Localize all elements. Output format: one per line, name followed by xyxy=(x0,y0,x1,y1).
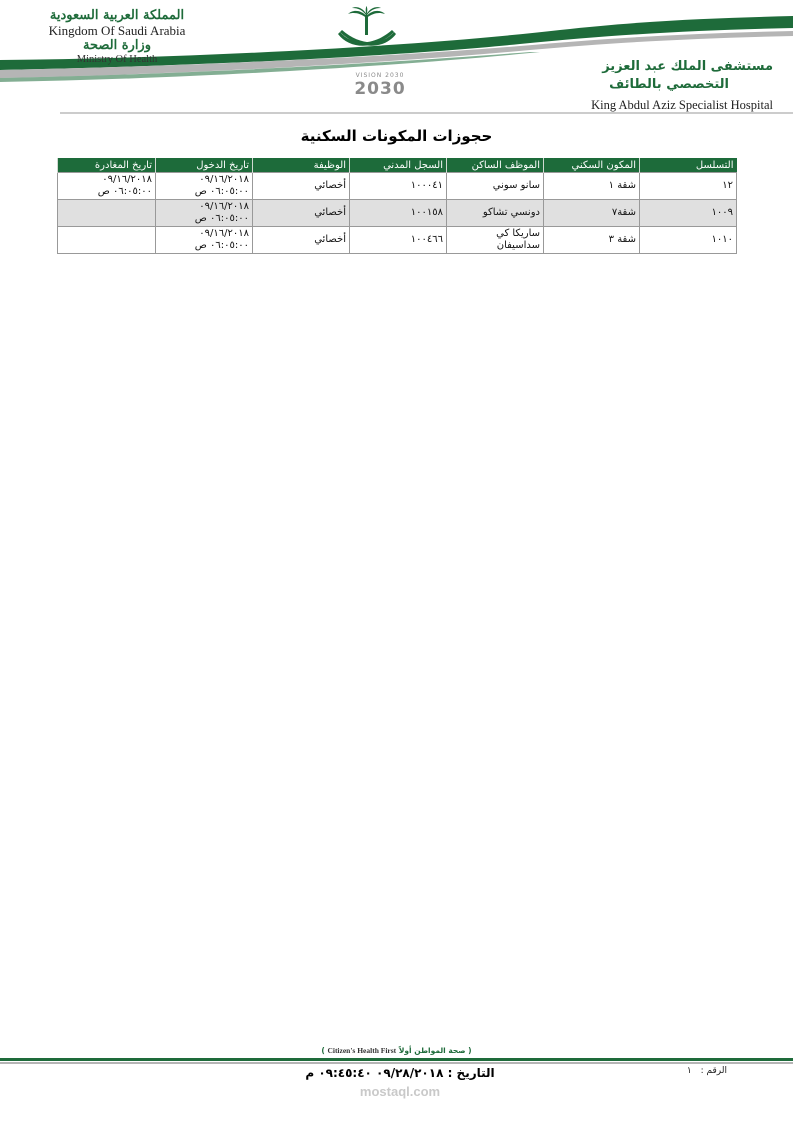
saudi-emblem-icon xyxy=(332,6,402,50)
col-header-exit-date: تاريخ المغادرة xyxy=(58,158,156,173)
cell-job: أخصائي xyxy=(253,173,350,200)
cell-unit: شقة٧ xyxy=(544,200,640,227)
report-title: حجوزات المكونات السكنية xyxy=(300,127,493,145)
table-row xyxy=(58,200,737,227)
col-header-civil-id: السجل المدني xyxy=(350,158,447,173)
ministry-name-ar: وزارة الصحة xyxy=(83,38,151,53)
print-date: التاريخ : ٠٩/٢٨/٢٠١٨ ٠٩:٤٥:٤٠ م xyxy=(305,1066,495,1080)
page-number-value: ١ xyxy=(686,1066,692,1076)
cell-entry-date: ٠٩/١٦/٢٠١٨ ٠٦:٠٥:٠٠ ص xyxy=(156,173,253,200)
col-header-entry-date: تاريخ الدخول xyxy=(156,158,253,173)
hospital-branding xyxy=(513,58,773,114)
col-header-serial: التسلسل xyxy=(640,158,737,173)
page-header xyxy=(0,0,793,116)
table-row xyxy=(58,173,737,200)
kingdom-name-en: Kingdom Of Saudi Arabia xyxy=(48,23,186,38)
cell-civil-id: ١٠٠١٥٨ xyxy=(350,200,447,227)
table-header-row xyxy=(58,158,737,173)
ministry-branding xyxy=(22,8,212,66)
cell-exit-date xyxy=(58,200,156,227)
col-header-unit: المكون السكني xyxy=(544,158,640,173)
col-header-resident: الموظف الساكن xyxy=(447,158,544,173)
hospital-name-ar-line1: مستشفى الملك عبد العزيز xyxy=(602,59,773,74)
page-number-label: الرقم : xyxy=(700,1066,727,1076)
cell-unit: شقة ٣ xyxy=(544,227,640,254)
cell-serial: ١٢ xyxy=(640,173,737,200)
cell-resident: دونسي تشاكو xyxy=(447,200,544,227)
kingdom-name-ar: المملكة العربية السعودية xyxy=(49,8,185,23)
slogan-ar: صحة المواطن أولاً xyxy=(398,1046,466,1055)
cell-job: أخصائي xyxy=(253,227,350,254)
hospital-name-en: King Abdul Aziz Specialist Hospital xyxy=(591,98,773,112)
cell-civil-id: ١٠٠٠٤١ xyxy=(350,173,447,200)
cell-entry-date: ٠٩/١٦/٢٠١٨ ٠٦:٠٥:٠٠ ص xyxy=(156,227,253,254)
table-row xyxy=(58,227,737,254)
bookings-table xyxy=(57,158,737,254)
vision-label: VISION 2030 xyxy=(355,72,405,79)
cell-serial: ١٠١٠ xyxy=(640,227,737,254)
cell-exit-date: ٠٩/١٦/٢٠١٨ ٠٦:٠٥:٠٠ ص xyxy=(58,173,156,200)
vision-2030-mark-icon xyxy=(347,79,413,97)
watermark: mostaql.com xyxy=(359,1084,441,1099)
footer-divider xyxy=(0,1058,793,1066)
hospital-name-ar-line2: التخصصي بالطائف xyxy=(609,77,729,92)
cell-resident: سانو سوني xyxy=(447,173,544,200)
col-header-job: الوظيفة xyxy=(253,158,350,173)
cell-civil-id: ١٠٠٤٦٦ xyxy=(350,227,447,254)
ministry-name-en: Ministry Of Health xyxy=(76,54,158,65)
svg-text:2030: 2030 xyxy=(354,79,406,97)
page-number xyxy=(687,1066,733,1076)
slogan-en: Citizen's Health First xyxy=(327,1046,397,1055)
cell-unit: شقة ١ xyxy=(544,173,640,200)
footer-slogan: ( Citizen's Health First صحة المواطن أولاً ) xyxy=(321,1046,472,1055)
cell-job: أخصائي xyxy=(253,200,350,227)
vision-2030-logo xyxy=(344,72,416,106)
cell-resident: ساريكا كي سداسيفان xyxy=(447,227,544,254)
cell-exit-date xyxy=(58,227,156,254)
cell-serial: ١٠٠٩ xyxy=(640,200,737,227)
cell-entry-date: ٠٩/١٦/٢٠١٨ ٠٦:٠٥:٠٠ ص xyxy=(156,200,253,227)
